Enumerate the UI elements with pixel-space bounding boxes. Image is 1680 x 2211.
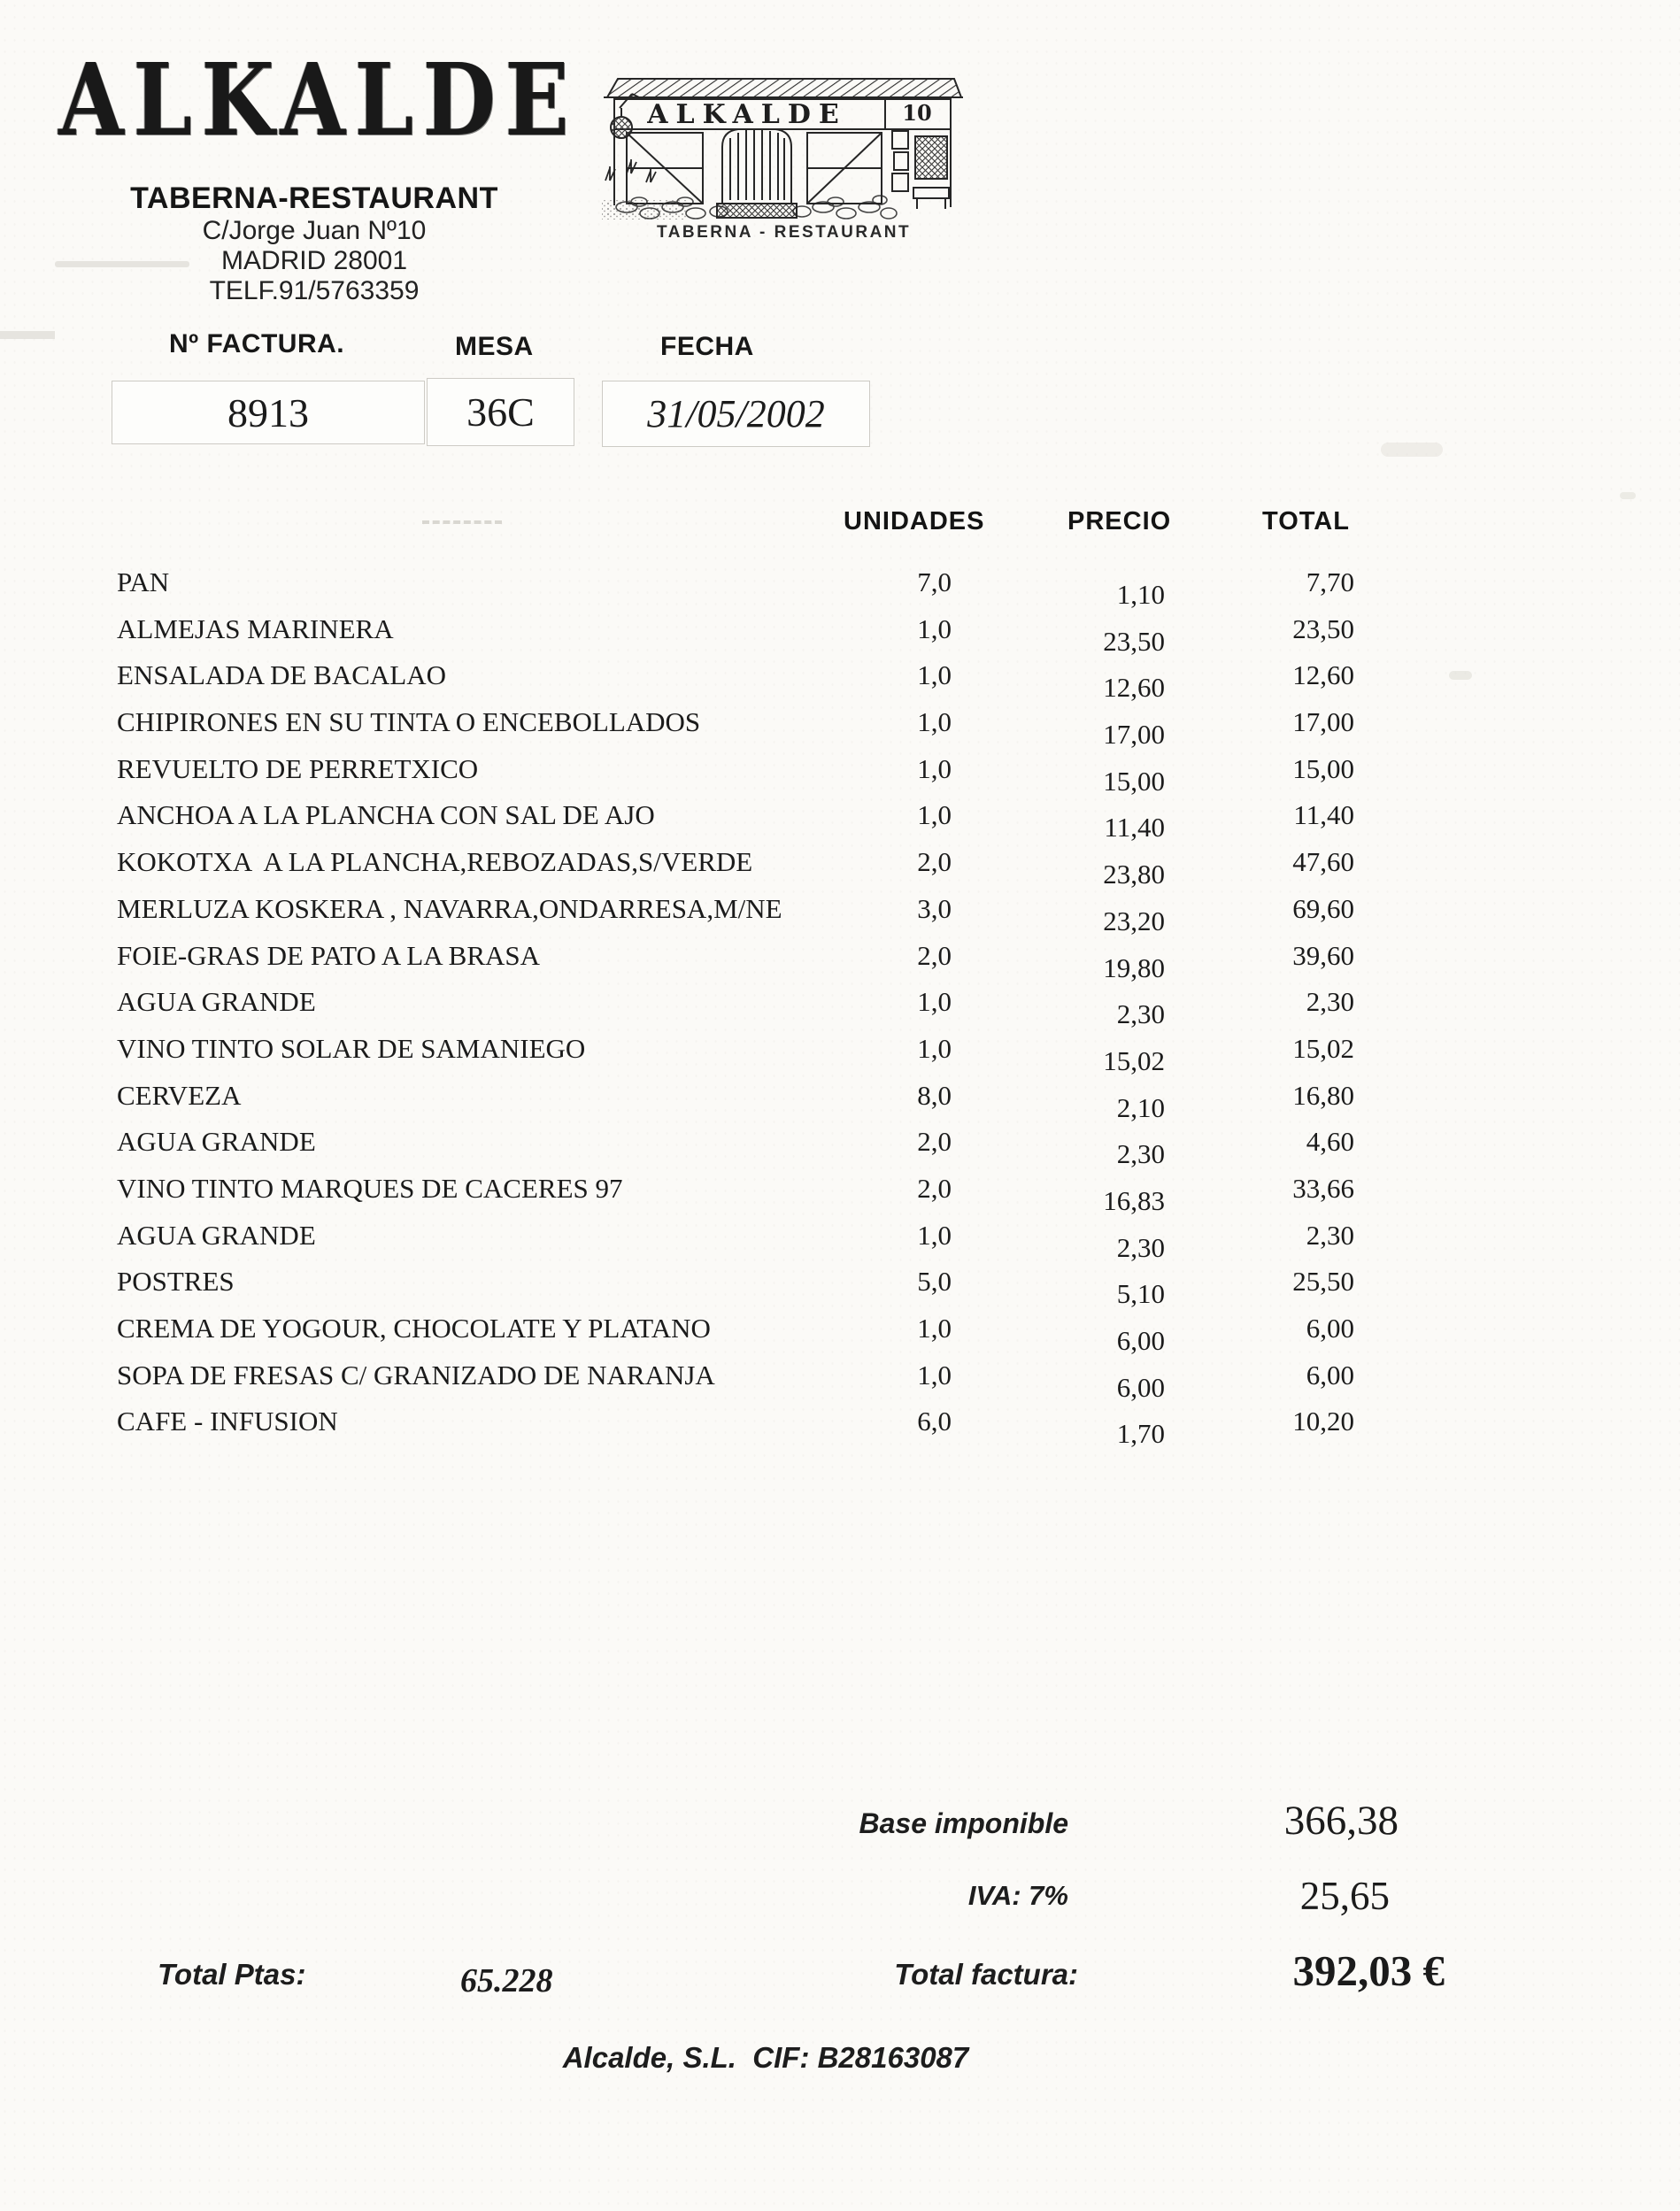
table-row: [0, 1398, 1680, 1450]
total-factura-value: 392,03 €: [1292, 1946, 1445, 1995]
table-row: [0, 1213, 1680, 1263]
item-precio: 2,10: [1116, 1091, 1165, 1123]
restaurant-address-street: C/Jorge Juan Nº10: [202, 216, 427, 245]
restaurant-brand-stamp: ALKALDE: [58, 42, 579, 158]
item-unidades: 1,0: [917, 752, 952, 784]
table-row: [0, 1352, 1680, 1403]
item-precio: 6,00: [1116, 1371, 1165, 1403]
item-precio: 5,10: [1116, 1278, 1165, 1310]
fecha-label: FECHA: [660, 332, 754, 361]
fecha-value-box: [602, 381, 870, 447]
building-sign-number: 10: [902, 100, 932, 126]
item-unidades: 5,0: [917, 1266, 952, 1298]
table-row: [0, 839, 1680, 890]
item-total: 7,70: [1306, 566, 1354, 597]
table-row: [0, 1259, 1680, 1310]
item-name: VINO TINTO SOLAR DE SAMANIEGO: [117, 1032, 586, 1064]
table-row: [0, 1119, 1680, 1170]
item-unidades: 1,0: [917, 986, 952, 1018]
building-sign-text: ALKALDE: [647, 99, 847, 130]
item-unidades: 1,0: [917, 1219, 952, 1251]
table-row: [0, 746, 1680, 797]
total-factura-label: Total factura:: [894, 1958, 1078, 1991]
item-total: 47,60: [1292, 846, 1354, 878]
item-total: 2,30: [1306, 986, 1354, 1018]
fecha-value: 31/05/2002: [647, 392, 825, 435]
item-precio: 2,30: [1116, 998, 1165, 1030]
item-total: 16,80: [1292, 1079, 1354, 1111]
scan-smudge: [422, 520, 502, 524]
item-precio: 16,83: [1103, 1184, 1165, 1216]
table-row: [0, 559, 1680, 610]
item-unidades: 1,0: [917, 799, 952, 831]
iva-value: 25,65: [1299, 1874, 1390, 1918]
table-row: [0, 979, 1680, 1030]
column-header-total: TOTAL: [1262, 507, 1350, 535]
table-row: [0, 1026, 1680, 1076]
total-ptas-value: 65.228: [460, 1962, 553, 1999]
item-unidades: 1,0: [917, 706, 952, 738]
item-name: CERVEZA: [117, 1079, 242, 1111]
item-unidades: 3,0: [917, 892, 952, 924]
item-precio: 12,60: [1103, 672, 1165, 704]
restaurant-building-illustration: [600, 74, 965, 221]
item-unidades: 2,0: [917, 1126, 952, 1158]
item-unidades: 1,0: [917, 1032, 952, 1064]
restaurant-subtitle: TABERNA-RESTAURANT: [130, 181, 498, 215]
item-name: ENSALADA DE BACALAO: [117, 659, 446, 691]
item-precio: 15,02: [1103, 1044, 1165, 1076]
item-total: 12,60: [1292, 659, 1354, 691]
item-total: 2,30: [1306, 1219, 1354, 1251]
item-unidades: 8,0: [917, 1079, 952, 1111]
item-precio: 15,00: [1103, 765, 1165, 797]
item-total: 15,02: [1292, 1032, 1354, 1064]
base-imponible-label: Base imponible: [859, 1807, 1068, 1839]
table-row: [0, 886, 1680, 936]
table-row: [0, 1073, 1680, 1123]
item-name: AGUA GRANDE: [117, 1219, 316, 1251]
item-precio: 6,00: [1116, 1325, 1165, 1356]
item-name: SOPA DE FRESAS C/ GRANIZADO DE NARANJA: [117, 1359, 715, 1391]
item-name: CAFE - INFUSION: [117, 1406, 338, 1437]
item-unidades: 1,0: [917, 1359, 952, 1391]
item-name: REVUELTO DE PERRETXICO: [117, 752, 479, 784]
mesa-label: MESA: [455, 332, 534, 361]
item-total: 6,00: [1306, 1313, 1354, 1344]
item-precio: 2,30: [1116, 1231, 1165, 1263]
iva-label: IVA: 7%: [967, 1880, 1068, 1911]
item-name: AGUA GRANDE: [117, 1126, 316, 1158]
company-cif-footer: Alcalde, S.L. CIF: B28163087: [562, 2041, 969, 2074]
item-precio: 1,70: [1116, 1418, 1165, 1450]
table-row: [0, 652, 1680, 704]
logo-caption: TABERNA - RESTAURANT: [657, 223, 912, 242]
item-name: KOKOTXA A LA PLANCHA,REBOZADAS,S/VERDE: [117, 846, 753, 878]
scan-smudge: [1381, 443, 1443, 457]
item-unidades: 2,0: [917, 846, 952, 878]
column-header-unidades: UNIDADES: [844, 507, 985, 535]
item-precio: 23,80: [1103, 859, 1165, 890]
item-total: 4,60: [1306, 1126, 1354, 1158]
item-unidades: 6,0: [917, 1406, 952, 1437]
item-name: ALMEJAS MARINERA: [117, 612, 394, 644]
table-row: [0, 792, 1680, 844]
scan-smudge: [1620, 492, 1636, 499]
mesa-value: 36C: [466, 389, 535, 435]
item-name: MERLUZA KOSKERA , NAVARRA,ONDARRESA,M/NE: [117, 892, 782, 924]
item-precio: 19,80: [1103, 951, 1165, 983]
item-name: CHIPIRONES EN SU TINTA O ENCEBOLLADOS: [117, 706, 701, 738]
table-row: [0, 606, 1680, 657]
item-unidades: 1,0: [917, 1313, 952, 1344]
item-precio: 1,10: [1116, 579, 1165, 610]
item-unidades: 1,0: [917, 659, 952, 691]
item-name: FOIE-GRAS DE PATO A LA BRASA: [117, 939, 541, 971]
factura-label: Nº FACTURA.: [169, 329, 345, 358]
item-name: AGUA GRANDE: [117, 986, 316, 1018]
item-precio: 2,30: [1116, 1138, 1165, 1170]
item-total: 39,60: [1292, 939, 1354, 971]
item-precio: 23,50: [1103, 625, 1165, 657]
item-total: 23,50: [1292, 612, 1354, 644]
mesa-value-box: [427, 378, 574, 446]
item-total: 17,00: [1292, 706, 1354, 738]
item-total: 10,20: [1292, 1406, 1354, 1437]
item-precio: 17,00: [1103, 719, 1165, 751]
item-precio: 11,40: [1104, 812, 1165, 844]
item-total: 11,40: [1293, 799, 1354, 831]
restaurant-address-city: MADRID 28001: [220, 246, 408, 275]
item-name: ANCHOA A LA PLANCHA CON SAL DE AJO: [117, 799, 655, 831]
scan-smudge: [0, 331, 55, 339]
factura-value-box: [112, 381, 425, 444]
item-total: 33,66: [1292, 1172, 1354, 1204]
table-row: [0, 699, 1680, 751]
factura-value: 8913: [227, 389, 309, 435]
item-total: 25,50: [1292, 1266, 1354, 1298]
item-name: CREMA DE YOGOUR, CHOCOLATE Y PLATANO: [117, 1313, 711, 1344]
item-name: POSTRES: [117, 1266, 235, 1298]
item-unidades: 2,0: [917, 1172, 952, 1204]
items-rows: [0, 559, 1680, 1450]
base-imponible-value: 366,38: [1283, 1798, 1399, 1844]
item-unidades: 2,0: [917, 939, 952, 971]
table-row: [0, 1166, 1680, 1216]
item-total: 15,00: [1292, 752, 1354, 784]
restaurant-phone: TELF.91/5763359: [209, 276, 420, 305]
item-name: VINO TINTO MARQUES DE CACERES 97: [117, 1172, 623, 1204]
item-precio: 23,20: [1103, 905, 1165, 936]
item-unidades: 7,0: [917, 566, 952, 597]
item-total: 69,60: [1292, 892, 1354, 924]
item-name: PAN: [117, 566, 170, 597]
item-total: 6,00: [1306, 1359, 1354, 1391]
total-ptas-label: Total Ptas:: [158, 1958, 306, 1991]
table-row: [0, 933, 1680, 983]
item-unidades: 1,0: [917, 612, 952, 644]
column-header-precio: PRECIO: [1067, 507, 1172, 535]
restaurant-info-block: [84, 181, 544, 306]
table-row: [0, 1306, 1680, 1356]
